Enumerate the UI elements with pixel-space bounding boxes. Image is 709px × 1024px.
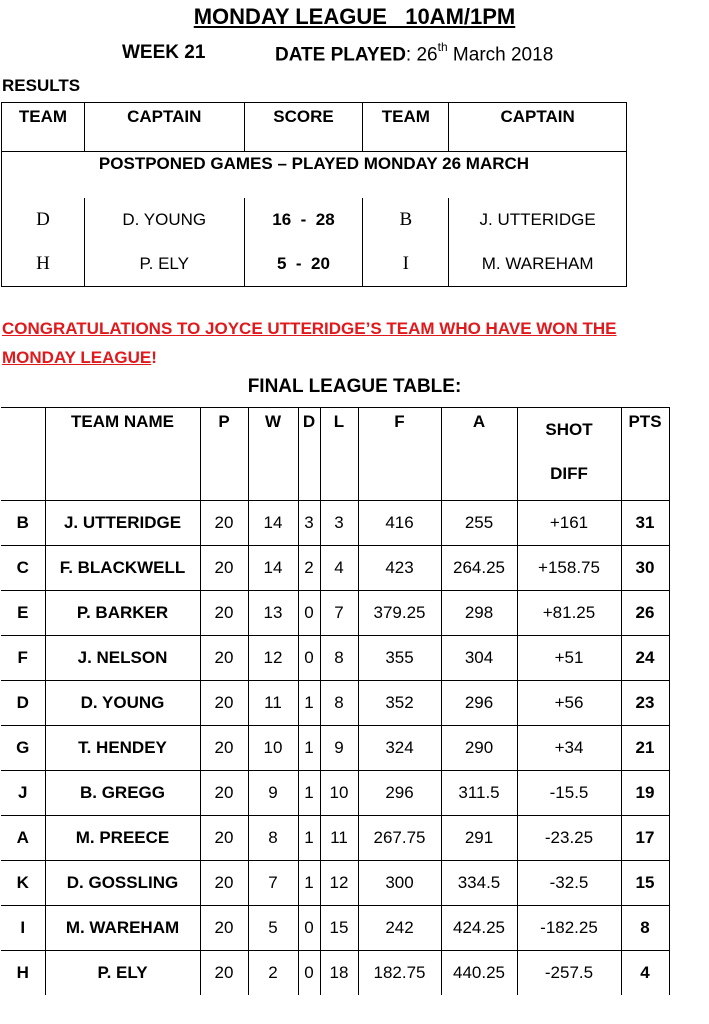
team-name: B. GREGG bbox=[45, 771, 200, 816]
played: 20 bbox=[200, 771, 248, 816]
league-row bbox=[1, 861, 669, 906]
points: 24 bbox=[621, 636, 669, 681]
points: 19 bbox=[621, 771, 669, 816]
shot-label: SHOT bbox=[545, 420, 593, 439]
shots-against: 424.25 bbox=[441, 906, 517, 951]
shots-for: 182.75 bbox=[358, 951, 441, 996]
shots-against: 311.5 bbox=[441, 771, 517, 816]
league-col-shot-diff bbox=[517, 408, 621, 501]
team-name: D. YOUNG bbox=[45, 681, 200, 726]
shot-diff: +56 bbox=[517, 681, 621, 726]
won: 14 bbox=[248, 546, 298, 591]
results-col-score: SCORE bbox=[244, 103, 363, 152]
league-header-row bbox=[1, 408, 669, 501]
shot-diff: +161 bbox=[517, 501, 621, 546]
shots-for: 296 bbox=[358, 771, 441, 816]
lost: 3 bbox=[320, 501, 358, 546]
shot-diff: -32.5 bbox=[517, 861, 621, 906]
shot-diff: +34 bbox=[517, 726, 621, 771]
team-id: C bbox=[1, 546, 45, 591]
team-name: M. PREECE bbox=[45, 816, 200, 861]
league-table bbox=[1, 407, 670, 995]
shots-for: 267.75 bbox=[358, 816, 441, 861]
played: 20 bbox=[200, 501, 248, 546]
won: 11 bbox=[248, 681, 298, 726]
shot-diff: -15.5 bbox=[517, 771, 621, 816]
points: 17 bbox=[621, 816, 669, 861]
league-row bbox=[1, 546, 669, 591]
league-col-w: W bbox=[248, 408, 298, 501]
shots-for: 352 bbox=[358, 681, 441, 726]
shots-for: 324 bbox=[358, 726, 441, 771]
league-table-title: FINAL LEAGUE TABLE: bbox=[247, 376, 462, 397]
points: 4 bbox=[621, 951, 669, 996]
lost: 11 bbox=[320, 816, 358, 861]
won: 7 bbox=[248, 861, 298, 906]
league-col-f: F bbox=[358, 408, 441, 501]
result-team2: I bbox=[363, 242, 449, 287]
page-title: MONDAY LEAGUE 10AM/1PM bbox=[193, 4, 516, 29]
shots-for: 242 bbox=[358, 906, 441, 951]
league-row bbox=[1, 816, 669, 861]
result-team1: D bbox=[2, 198, 85, 242]
result-score: 5 - 20 bbox=[244, 242, 363, 287]
team-name: D. GOSSLING bbox=[45, 861, 200, 906]
league-col-pts: PTS bbox=[621, 408, 669, 501]
shots-against: 255 bbox=[441, 501, 517, 546]
played: 20 bbox=[200, 591, 248, 636]
results-col-captain: CAPTAIN bbox=[84, 103, 244, 152]
shots-against: 304 bbox=[441, 636, 517, 681]
result-score: 16 - 28 bbox=[244, 198, 363, 242]
won: 12 bbox=[248, 636, 298, 681]
result-team1: H bbox=[2, 242, 85, 287]
result-row bbox=[2, 242, 627, 287]
league-col-a: A bbox=[441, 408, 517, 501]
played: 20 bbox=[200, 816, 248, 861]
won: 13 bbox=[248, 591, 298, 636]
date-label: DATE PLAYED bbox=[275, 44, 406, 66]
played: 20 bbox=[200, 726, 248, 771]
shots-against: 264.25 bbox=[441, 546, 517, 591]
shot-diff: +81.25 bbox=[517, 591, 621, 636]
drawn: 1 bbox=[298, 816, 320, 861]
shots-against: 298 bbox=[441, 591, 517, 636]
team-name: J. NELSON bbox=[45, 636, 200, 681]
points: 21 bbox=[621, 726, 669, 771]
week-number: WEEK 21 bbox=[122, 42, 206, 63]
points: 26 bbox=[621, 591, 669, 636]
lost: 8 bbox=[320, 681, 358, 726]
lost: 18 bbox=[320, 951, 358, 996]
league-col-d: D bbox=[298, 408, 320, 501]
team-id: H bbox=[1, 951, 45, 996]
team-id: J bbox=[1, 771, 45, 816]
postponed-note: POSTPONED GAMES – PLAYED MONDAY 26 MARCH bbox=[2, 152, 627, 199]
result-captain1: P. ELY bbox=[84, 242, 244, 287]
league-row bbox=[1, 636, 669, 681]
drawn: 1 bbox=[298, 681, 320, 726]
drawn: 0 bbox=[298, 591, 320, 636]
league-col-p: P bbox=[200, 408, 248, 501]
lost: 12 bbox=[320, 861, 358, 906]
league-col-l: L bbox=[320, 408, 358, 501]
result-captain2: M. WAREHAM bbox=[449, 242, 627, 287]
played: 20 bbox=[200, 861, 248, 906]
team-name: M. WAREHAM bbox=[45, 906, 200, 951]
won: 10 bbox=[248, 726, 298, 771]
league-row bbox=[1, 771, 669, 816]
shots-for: 416 bbox=[358, 501, 441, 546]
won: 2 bbox=[248, 951, 298, 996]
team-id: I bbox=[1, 906, 45, 951]
shots-against: 290 bbox=[441, 726, 517, 771]
lost: 15 bbox=[320, 906, 358, 951]
points: 30 bbox=[621, 546, 669, 591]
shots-for: 300 bbox=[358, 861, 441, 906]
results-col-team: TEAM bbox=[363, 103, 449, 152]
date-rest: March 2018 bbox=[452, 44, 554, 66]
team-name: J. UTTERIDGE bbox=[45, 501, 200, 546]
congratulations-message bbox=[2, 314, 702, 372]
diff-label: DIFF bbox=[550, 464, 588, 483]
team-id: G bbox=[1, 726, 45, 771]
shots-for: 423 bbox=[358, 546, 441, 591]
league-row bbox=[1, 726, 669, 771]
congrats-line1: CONGRATULATIONS TO JOYCE UTTERIDGE’S TEAM WHO HAVE WON THE bbox=[2, 319, 617, 338]
league-row bbox=[1, 951, 669, 996]
league-row bbox=[1, 591, 669, 636]
date-played: DATE PLAYED: 26th March 2018 bbox=[275, 40, 554, 66]
shot-diff: +51 bbox=[517, 636, 621, 681]
shots-against: 334.5 bbox=[441, 861, 517, 906]
won: 8 bbox=[248, 816, 298, 861]
drawn: 3 bbox=[298, 501, 320, 546]
lost: 10 bbox=[320, 771, 358, 816]
won: 5 bbox=[248, 906, 298, 951]
league-col-id bbox=[1, 408, 45, 501]
congrats-line2: MONDAY LEAGUE bbox=[2, 348, 152, 367]
drawn: 1 bbox=[298, 861, 320, 906]
postponed-row bbox=[2, 152, 627, 199]
shot-diff: +158.75 bbox=[517, 546, 621, 591]
drawn: 2 bbox=[298, 546, 320, 591]
played: 20 bbox=[200, 906, 248, 951]
points: 8 bbox=[621, 906, 669, 951]
congrats-line2-end: ! bbox=[151, 348, 157, 367]
results-col-team: TEAM bbox=[2, 103, 85, 152]
team-id: B bbox=[1, 501, 45, 546]
played: 20 bbox=[200, 681, 248, 726]
date-suffix: th bbox=[437, 40, 448, 54]
team-id: K bbox=[1, 861, 45, 906]
result-row bbox=[2, 198, 627, 242]
result-team2: B bbox=[363, 198, 449, 242]
shot-diff: -257.5 bbox=[517, 951, 621, 996]
results-col-captain: CAPTAIN bbox=[449, 103, 627, 152]
drawn: 0 bbox=[298, 636, 320, 681]
played: 20 bbox=[200, 546, 248, 591]
points: 31 bbox=[621, 501, 669, 546]
lost: 4 bbox=[320, 546, 358, 591]
team-name: P. BARKER bbox=[45, 591, 200, 636]
played: 20 bbox=[200, 951, 248, 996]
drawn: 1 bbox=[298, 771, 320, 816]
date-day: 26 bbox=[416, 44, 438, 66]
league-row bbox=[1, 681, 669, 726]
results-heading: RESULTS bbox=[2, 76, 81, 95]
results-table bbox=[1, 102, 627, 287]
drawn: 1 bbox=[298, 726, 320, 771]
shots-against: 440.25 bbox=[441, 951, 517, 996]
shots-for: 355 bbox=[358, 636, 441, 681]
shots-against: 296 bbox=[441, 681, 517, 726]
lost: 8 bbox=[320, 636, 358, 681]
points: 23 bbox=[621, 681, 669, 726]
lost: 9 bbox=[320, 726, 358, 771]
drawn: 0 bbox=[298, 951, 320, 996]
won: 14 bbox=[248, 501, 298, 546]
result-captain1: D. YOUNG bbox=[84, 198, 244, 242]
team-name: P. ELY bbox=[45, 951, 200, 996]
team-id: F bbox=[1, 636, 45, 681]
shots-against: 291 bbox=[441, 816, 517, 861]
shot-diff: -182.25 bbox=[517, 906, 621, 951]
team-name: F. BLACKWELL bbox=[45, 546, 200, 591]
team-name: T. HENDEY bbox=[45, 726, 200, 771]
result-captain2: J. UTTERIDGE bbox=[449, 198, 627, 242]
played: 20 bbox=[200, 636, 248, 681]
lost: 7 bbox=[320, 591, 358, 636]
shots-for: 379.25 bbox=[358, 591, 441, 636]
won: 9 bbox=[248, 771, 298, 816]
drawn: 0 bbox=[298, 906, 320, 951]
team-id: E bbox=[1, 591, 45, 636]
league-col-team-name: TEAM NAME bbox=[45, 408, 200, 501]
league-row bbox=[1, 906, 669, 951]
league-row bbox=[1, 501, 669, 546]
shot-diff: -23.25 bbox=[517, 816, 621, 861]
team-id: D bbox=[1, 681, 45, 726]
team-id: A bbox=[1, 816, 45, 861]
points: 15 bbox=[621, 861, 669, 906]
results-header-row bbox=[2, 103, 627, 152]
